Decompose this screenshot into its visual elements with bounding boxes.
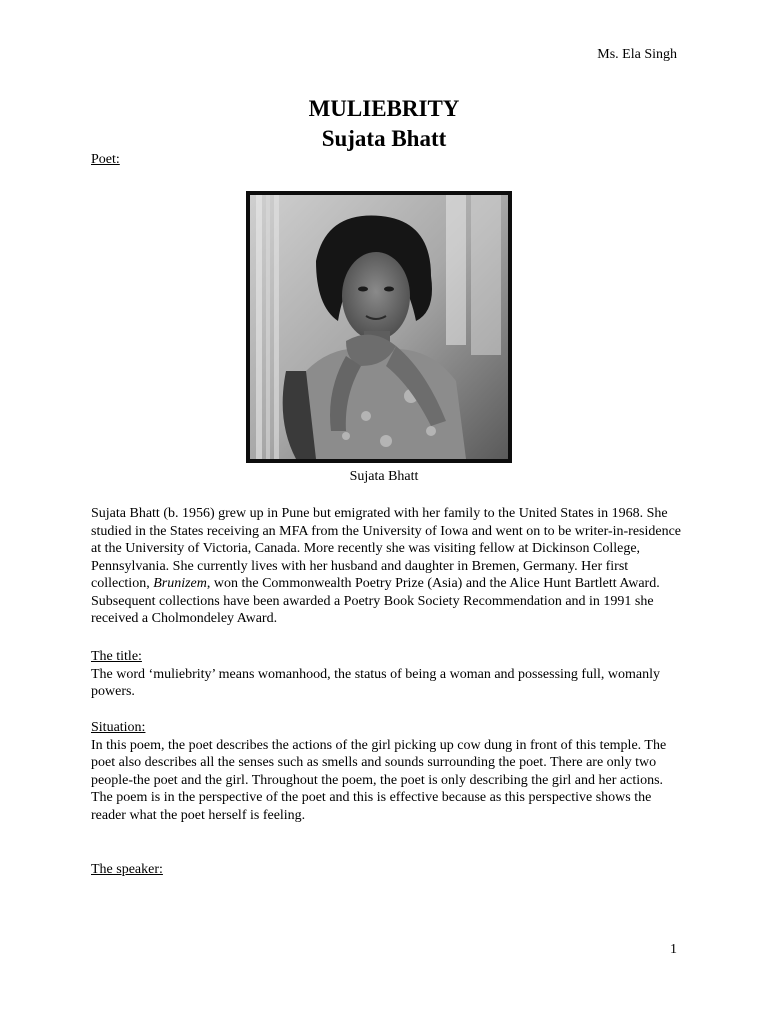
bio-text-start: Sujata Bhatt (b. 1956) grew up in Pune but emigrated with her family to the United States in 1968. She studied in the States receiving an MFA from the University of Iowa and went on to be writer-in-residence at the University of Victoria, Canada. More recently she was visiting fellow at Dickinson College, Pennsylvania. She currently lives with her husband and daughter in Bremen, Germany. Her first collection, — [91, 506, 682, 591]
speaker-section — [91, 861, 687, 879]
poet-section-label: Poet: — [91, 152, 120, 167]
situation-section-label: Situation: — [91, 720, 146, 735]
photo-caption: Sujata Bhatt — [349, 469, 419, 484]
header-author: Ms. Ela Singh — [597, 47, 677, 62]
poet-portrait-image — [246, 191, 512, 463]
situation-paragraph-1: In this poem, the poet describes the actions of the girl picking up cow dung in front of this temple. The poet also describes all the senses such as smells and sounds surrounding the poet. There are only two people-the poet and the girl. Throughout the poem, the poet is only describing the girl and her actions. — [91, 737, 667, 788]
poet-photo — [246, 191, 512, 463]
title-poet-name: Sujata Bhatt — [321, 126, 447, 151]
title-poem-name: MULIEBRITY — [308, 96, 460, 121]
title-section-label: The title: — [91, 649, 142, 664]
page-number: 1 — [670, 942, 677, 957]
bio-text-end: , won the Commonwealth Poetry Prize (Asia) and the Alice Hunt Bartlett Award. Subsequent collections have been awarded a Poetry Book Society Recommendation and in 1991 she received a Cholmondeley Award. — [91, 576, 660, 626]
speaker-section-label: The speaker: — [91, 862, 163, 877]
title-section-text: The word ‘muliebrity’ means womanhood, the status of being a woman and possessing full, womanly powers. — [91, 666, 660, 699]
situation-paragraph-2: The poem is in the perspective of the poet and this is effective because as this perspective shows the reader what the poet herself is feeling. — [91, 790, 652, 823]
title-section — [91, 648, 687, 701]
biography-paragraph — [91, 505, 687, 628]
document-title — [0, 94, 768, 154]
situation-section — [91, 719, 687, 824]
bio-collection-title: Brunizem — [153, 576, 207, 591]
